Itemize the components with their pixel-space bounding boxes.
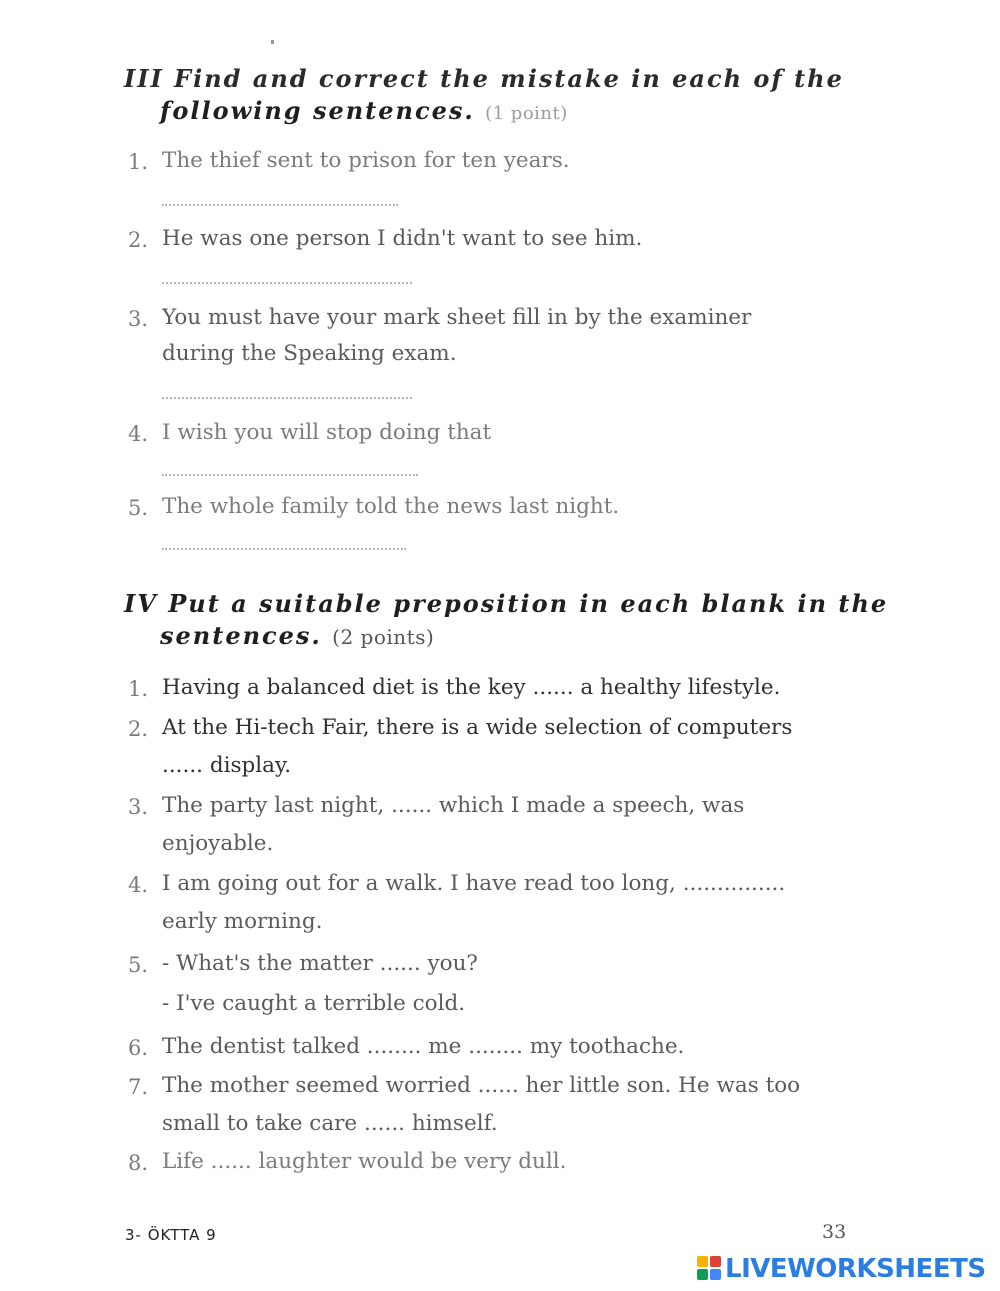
s3-item-text: You must have your mark sheet fill in by the examiner [162,305,752,330]
answer-blank[interactable] [162,282,412,284]
answer-blank[interactable] [162,548,406,550]
s4-item-text: The dentist talked ........ me ........ my toothache. [162,1034,685,1059]
s4-item-number: 8. [128,1151,149,1175]
s3-item-number: 3. [128,307,149,331]
section-4-heading-line2: sentences. (2 points) [160,621,435,650]
s4-item-text: ...... display. [162,753,292,778]
section-4-heading-line1: IV Put a suitable preposition in each blank in the [124,589,889,618]
s4-item-text: Life ...... laughter would be very dull. [162,1149,567,1174]
scan-mark [271,40,274,44]
answer-blank[interactable] [162,397,412,399]
liveworksheets-logo[interactable] [697,1255,986,1283]
s3-item-number: 1. [128,150,149,174]
s4-item-number: 2. [128,717,149,741]
s4-item-number: 4. [128,873,149,897]
section-4-points: (2 points) [332,625,435,649]
s3-item-number: 2. [128,228,149,252]
s4-item-text: - What's the matter ...... you? [162,951,478,976]
s3-item-text: during the Speaking exam. [162,341,457,366]
s4-item-number: 6. [128,1036,149,1060]
s4-item-number: 1. [128,677,149,701]
section-3-heading-line1: III Find and correct the mistake in each of the [124,64,844,93]
answer-blank[interactable] [162,204,398,206]
answer-blank[interactable] [162,474,418,476]
s3-item-number: 5. [128,496,149,520]
s4-item-text: early morning. [162,909,323,934]
s4-item-number: 7. [128,1075,149,1099]
s4-item-text: - I've caught a terrible cold. [162,991,466,1016]
s4-item-text: I am going out for a walk. I have read too long, ............... [162,871,786,896]
liveworksheets-icon [697,1256,723,1282]
section-3-heading-line2: following sentences. (1 point) [160,96,568,125]
s4-item-text: The party last night, ...... which I made a speech, was [162,793,745,818]
liveworksheets-wordmark: LIVEWORKSHEETS [725,1254,986,1284]
page-number: 33 [822,1221,847,1243]
s3-item-number: 4. [128,422,149,446]
s4-item-text: small to take care ...... himself. [162,1111,498,1136]
s4-item-number: 3. [128,795,149,819]
s4-item-text: enjoyable. [162,831,274,856]
s3-item-text: The thief sent to prison for ten years. [162,148,570,173]
book-code: 3- ÖKTTA 9 [125,1226,217,1244]
s3-item-text: The whole family told the news last night. [162,494,620,519]
s4-item-text: The mother seemed worried ...... her little son. He was too [162,1073,801,1098]
s4-item-text: Having a balanced diet is the key ...... a healthy lifestyle. [162,675,781,700]
s4-item-number: 5. [128,953,149,977]
s3-item-text: I wish you will stop doing that [162,420,492,445]
s3-item-text: He was one person I didn't want to see him. [162,226,643,251]
section-3-points: (1 point) [485,103,568,124]
s4-item-text: At the Hi-tech Fair, there is a wide selection of computers [162,715,793,740]
